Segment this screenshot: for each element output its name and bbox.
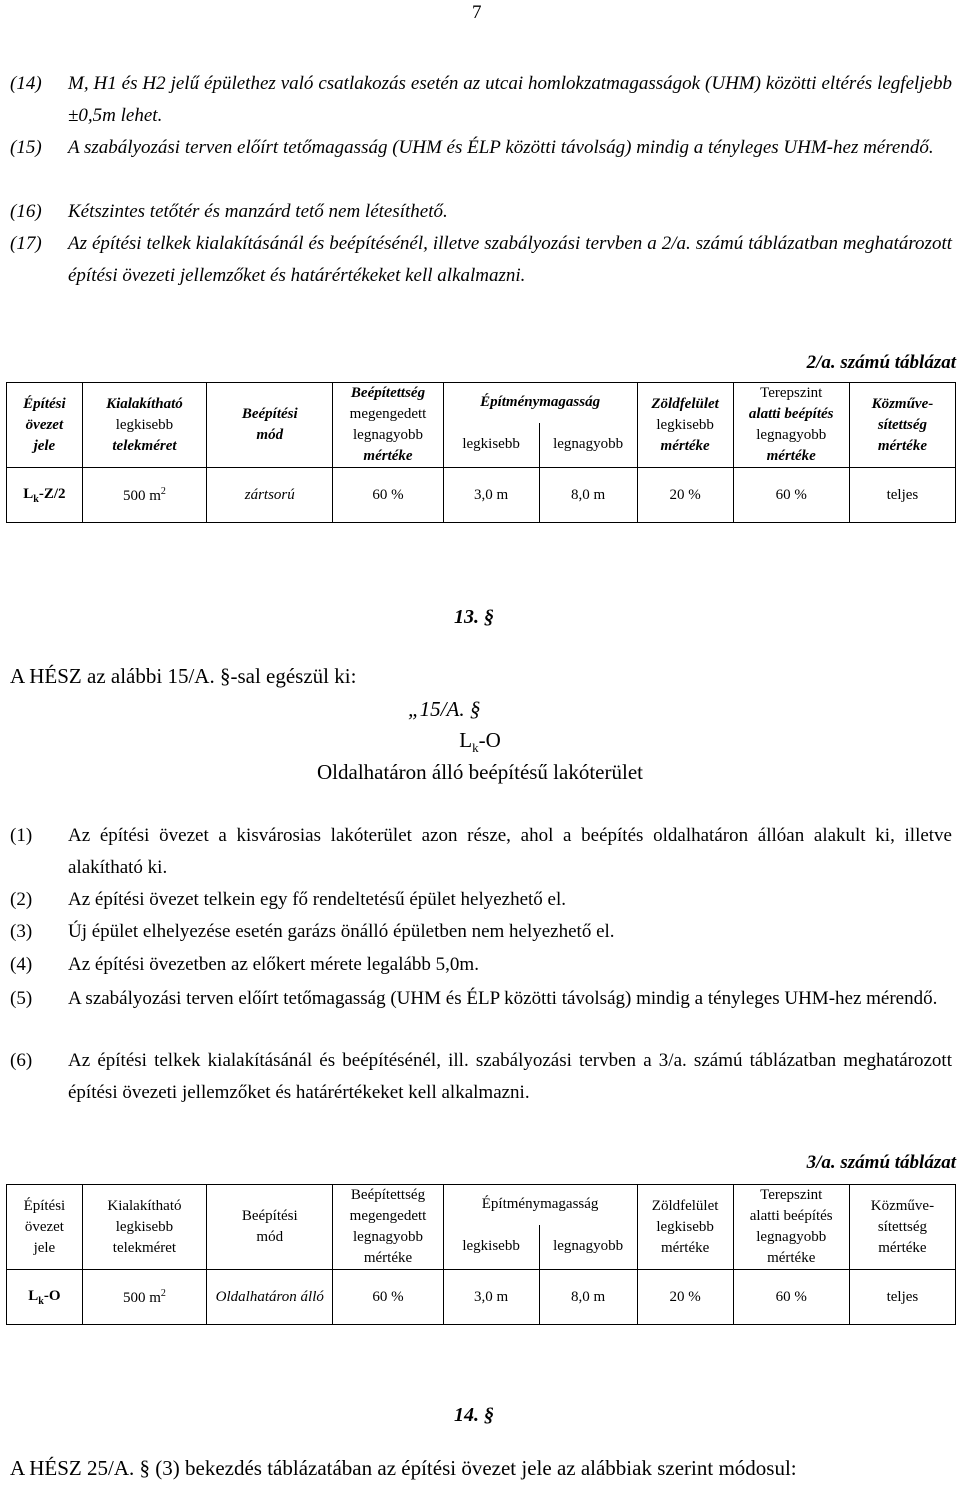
paragraph-text: Új épület elhelyezése esetén garázs önálló épületben nem helyezhető el. bbox=[68, 921, 615, 942]
header-building-mode: Beépítési mód bbox=[207, 1185, 333, 1270]
paragraph-4 bbox=[10, 949, 952, 981]
paragraph-text: Az építési övezet telkein egy fő rendeltetésű épület helyezhető el. bbox=[68, 889, 567, 910]
table-row bbox=[7, 1270, 956, 1325]
utility-cell: teljes bbox=[849, 468, 955, 523]
header-building-height: Építménymagasság bbox=[443, 383, 637, 423]
green-area-cell: 20 % bbox=[637, 468, 733, 523]
paragraph-number: (3) bbox=[10, 921, 33, 942]
paragraph-1 bbox=[10, 820, 952, 884]
header-height-min: legkisebb bbox=[443, 423, 539, 468]
zone-code-cell: $L_k-O$ bbox=[7, 1270, 83, 1325]
section-14-text: A HÉSZ 25/A. § (3) bekezdés táblázatában az építési övezet jele az alábbiak szerint módosul: bbox=[10, 1456, 797, 1480]
paragraph-17 bbox=[10, 228, 952, 292]
header-green-area: Zöldfelület legkisebb mértéke bbox=[637, 383, 733, 468]
paragraph-number: (5) bbox=[10, 988, 33, 1009]
paragraph-6 bbox=[10, 1045, 952, 1109]
header-height-max: legnagyobb bbox=[539, 1225, 637, 1270]
header-utility: Közműve- sítettség mértéke bbox=[849, 383, 955, 468]
header-utility: Közműve- sítettség mértéke bbox=[849, 1185, 955, 1270]
section-13-title: 13. § bbox=[454, 606, 494, 628]
height-min-cell: 3,0 m bbox=[443, 1270, 539, 1325]
paragraph-text: Az építési telkek kialakításánál és beépítésénél, ill. szabályozási tervben a 3/a. számú táblázatban meghatározott építési övezeti jellemzőket és határértékeket kell alkalmazni. bbox=[68, 1050, 952, 1103]
header-building-mode: Beépítési mód bbox=[207, 383, 333, 468]
zone-code-cell: $L_k-Z/2$ bbox=[7, 468, 83, 523]
section-13-intro: A HÉSZ az alábbi 15/A. §-sal egészül ki: bbox=[10, 664, 357, 688]
coverage-cell: 60 % bbox=[333, 468, 443, 523]
building-mode-cell: Oldalhatáron álló bbox=[207, 1270, 333, 1325]
header-zone-code: Építési övezet jele bbox=[7, 383, 83, 468]
height-max-cell: 8,0 m bbox=[539, 468, 637, 523]
table-caption: 3/a. számú táblázat bbox=[806, 1152, 956, 1173]
section-14-title: 14. § bbox=[454, 1404, 494, 1426]
paragraph-text: A szabályozási terven előírt tetőmagasság (UHM és ÉLP közötti távolság) mindig a tényleges UHM-hez mérendő. bbox=[68, 988, 938, 1009]
paragraph-number: (14) bbox=[10, 73, 42, 94]
zoning-table-2a bbox=[6, 382, 956, 523]
paragraph-5 bbox=[10, 983, 952, 1015]
paragraph-15 bbox=[10, 132, 952, 164]
table-caption: 2/a. számú táblázat bbox=[806, 352, 956, 373]
header-min-plot-size: Kialakítható legkisebb telekméret bbox=[82, 1185, 206, 1270]
underground-cell: 60 % bbox=[733, 1270, 849, 1325]
height-min-cell: 3,0 m bbox=[443, 468, 539, 523]
header-building-height: Építménymagasság bbox=[443, 1185, 637, 1225]
header-underground: Terepszint alatti beépítés legnagyobb mértéke bbox=[733, 1185, 849, 1270]
table-row bbox=[7, 468, 956, 523]
paragraph-text: Az építési telkek kialakításánál és beépítésénél, illetve szabályozási tervben a 2/a. számú táblázatban meghatározott építési övezeti jellemzőket és határértékeket kell alkalmazni. bbox=[68, 233, 952, 286]
paragraph-number: (16) bbox=[10, 201, 42, 222]
zoning-table-3a bbox=[6, 1184, 956, 1325]
new-section-title: „15/A. § bbox=[408, 697, 481, 721]
paragraph-16 bbox=[10, 196, 952, 228]
plot-size-cell: 500 $m^2$ bbox=[82, 1270, 206, 1325]
paragraph-text: A szabályozási terven előírt tetőmagasság (UHM és ÉLP közötti távolság) mindig a tényleges UHM-hez mérendő. bbox=[68, 137, 934, 158]
zone-name-heading: Oldalhatáron álló beépítésű lakóterület bbox=[317, 760, 643, 784]
header-height-max: legnagyobb bbox=[539, 423, 637, 468]
plot-size-cell: 500 $m^2$ bbox=[82, 468, 206, 523]
paragraph-2 bbox=[10, 884, 952, 916]
zone-code-heading: $L_k-O$ bbox=[459, 728, 501, 756]
paragraph-14 bbox=[10, 68, 952, 132]
header-underground: Terepszint alatti beépítés legnagyobb mértéke bbox=[733, 383, 849, 468]
header-green-area: Zöldfelület legkisebb mértéke bbox=[637, 1185, 733, 1270]
green-area-cell: 20 % bbox=[637, 1270, 733, 1325]
paragraph-text: Az építési övezetben az előkert mérete legalább 5,0m. bbox=[68, 954, 479, 975]
header-coverage: Beépítettség megengedett legnagyobb mértéke bbox=[333, 1185, 443, 1270]
header-coverage: Beépítettség megengedett legnagyobb mértéke bbox=[333, 383, 443, 468]
paragraph-text: Kétszintes tetőtér és manzárd tető nem létesíthető. bbox=[68, 201, 448, 222]
paragraph-3 bbox=[10, 916, 952, 948]
paragraph-number: (17) bbox=[10, 233, 42, 254]
paragraph-number: (2) bbox=[10, 889, 33, 910]
paragraph-number: (6) bbox=[10, 1050, 33, 1071]
building-mode-cell: zártsorú bbox=[207, 468, 333, 523]
paragraph-number: (1) bbox=[10, 825, 33, 846]
paragraph-text: Az építési övezet a kisvárosias lakóterület azon része, ahol a beépítés oldalhatáron állóan alakult ki, illetve alakítható ki. bbox=[68, 825, 952, 878]
header-height-min: legkisebb bbox=[443, 1225, 539, 1270]
paragraph-number: (4) bbox=[10, 954, 33, 975]
underground-cell: 60 % bbox=[733, 468, 849, 523]
page-number: 7 bbox=[472, 2, 482, 23]
height-max-cell: 8,0 m bbox=[539, 1270, 637, 1325]
paragraph-text: M, H1 és H2 jelű épülethez való csatlakozás esetén az utcai homlokzatmagasságok (UHM) közötti eltérés legfeljebb ±0,5m lehet. bbox=[68, 73, 952, 126]
header-zone-code: Építési övezet jele bbox=[7, 1185, 83, 1270]
paragraph-number: (15) bbox=[10, 137, 42, 158]
utility-cell: teljes bbox=[849, 1270, 955, 1325]
coverage-cell: 60 % bbox=[333, 1270, 443, 1325]
header-min-plot-size: Kialakítható legkisebb telekméret bbox=[82, 383, 206, 468]
